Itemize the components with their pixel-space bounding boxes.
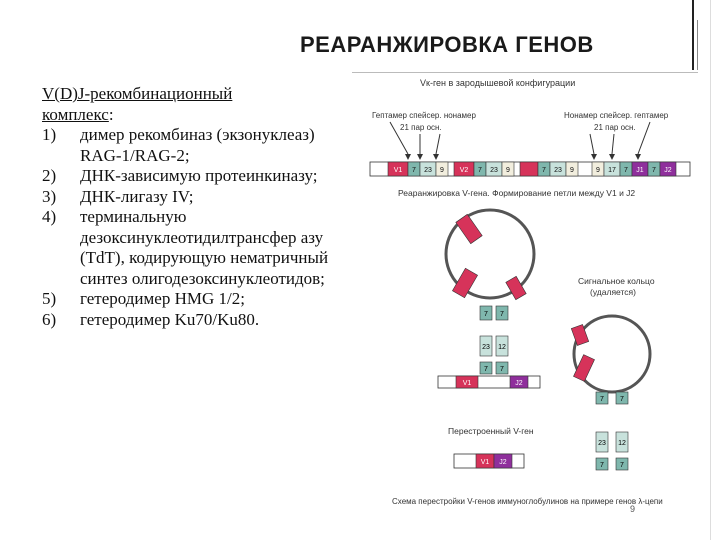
loop-stem-label: 7 <box>500 366 504 373</box>
germline-j1-label: J1 <box>636 167 644 174</box>
left-spacer-bp: 21 пар осн. <box>400 123 442 132</box>
text-block <box>42 84 342 330</box>
slide-title: РЕАРАНЖИРОВКА ГЕНОВ <box>300 32 594 57</box>
list-text: димер рекомбиназ (экзонуклеаз) RAG-1/RAG-2; <box>80 125 315 165</box>
ring-stem-label: 7 <box>600 462 604 469</box>
list-number: 1) <box>42 125 57 144</box>
loop-stem-label: 23 <box>482 344 490 351</box>
ring-stem-label: 23 <box>598 440 606 447</box>
germline-nonamer-label: 9 <box>506 167 510 174</box>
list-text: гетеродимер HMG 1/2; <box>80 289 245 308</box>
intro-colon: : <box>108 104 114 124</box>
germline-nonamer-label: 9 <box>570 167 574 174</box>
list-item <box>42 187 342 208</box>
list-text: ДНК-лигазу IV; <box>80 186 194 206</box>
loop-v-segment <box>456 214 482 243</box>
intro-line1: V(D)J-рекомбинационный <box>42 84 233 103</box>
ring-stem-label: 7 <box>600 396 604 403</box>
diagram-header: Vк-ген в зародышевой конфигурации <box>420 78 576 88</box>
loop-stem-label: 7 <box>484 366 488 373</box>
page-number: 9 <box>630 504 636 514</box>
loop-j-segment <box>506 276 526 299</box>
germline-heptamer-label: 7 <box>478 167 482 174</box>
signal-ring-note: (удаляется) <box>590 287 636 297</box>
rearranged-v-label: V1 <box>480 459 490 466</box>
diagram-top-rule <box>352 72 698 73</box>
list-number: 5) <box>42 289 57 308</box>
right-spacer-bp: 21 пар осн. <box>594 123 636 132</box>
decor-line <box>692 0 694 70</box>
ring-stem-label: 12 <box>618 440 626 447</box>
rearrangement-caption: Реаранжировка V-гена. Формирование петли между V1 и J2 <box>398 188 636 198</box>
list-item <box>42 125 342 166</box>
germline-spacer23-label: 23 <box>424 167 432 174</box>
list-item <box>42 207 342 289</box>
signal-ring-label: Сигнальное кольцо <box>578 276 655 286</box>
germline-heptamer-label: 7 <box>652 167 656 174</box>
ring-stem-label: 7 <box>620 462 624 469</box>
list-item <box>42 289 342 310</box>
coding-joint-bar <box>438 376 540 388</box>
germline-spacer23-label: 23 <box>554 167 562 174</box>
left-spacer-label: Гептамер спейсер. нонамер <box>372 111 476 120</box>
loop-stem-label: 7 <box>484 311 488 318</box>
list-text: терминальную дезоксинуклеотидилтрансфер азу (TdT), кодирующую нематричный синтез олигодезоксинуклеотидов; <box>80 207 329 288</box>
joint-j-label: J2 <box>515 380 523 387</box>
component-list <box>42 125 342 330</box>
rearranged-j-label: J2 <box>499 459 507 466</box>
intro <box>42 84 342 125</box>
list-number: 2) <box>42 166 57 185</box>
loop-stem-label: 7 <box>500 311 504 318</box>
list-item <box>42 310 342 331</box>
germline-spacer23-label: 23 <box>490 167 498 174</box>
germline-v-segment <box>520 162 538 176</box>
dna-loop <box>446 210 534 374</box>
right-spacer-label: Нонамер спейсер. гептамер <box>564 111 669 120</box>
signal-ring <box>571 316 650 470</box>
vgene-rearrangement-diagram <box>350 74 700 524</box>
spacer-arrowheads <box>405 154 641 160</box>
list-text: ДНК-зависимую протеинкиназу; <box>80 166 318 185</box>
joint-v-label: V1 <box>462 380 472 387</box>
loop-stem-label: 12 <box>498 344 506 351</box>
germline-dna-bar <box>370 162 690 176</box>
germline-v2-label: V2 <box>459 167 469 174</box>
diagram-caption: Схема перестройки V-генов иммуноглобулинов на примере генов λ-цепи <box>392 497 663 506</box>
list-number: 6) <box>42 309 57 329</box>
list-item <box>42 166 342 187</box>
list-number: 3) <box>42 186 57 206</box>
germline-spacer17-label: 17 <box>608 167 616 174</box>
ring-stem-label: 7 <box>620 396 624 403</box>
germline-v1-label: V1 <box>393 167 403 174</box>
decor-line-edge <box>710 0 711 540</box>
list-number: 4) <box>42 207 57 226</box>
decor-line-thin <box>697 20 698 70</box>
germline-heptamer-label: 7 <box>542 167 546 174</box>
germline-heptamer-label: 7 <box>624 167 628 174</box>
list-text: гетеродимер Ku70/Ku80. <box>80 309 260 329</box>
germline-j2-label: J2 <box>664 167 672 174</box>
germline-nonamer-label: 9 <box>596 167 600 174</box>
intro-line2: комплекс <box>42 104 109 124</box>
rearranged-label: Перестроенный V-ген <box>448 426 534 436</box>
germline-heptamer-label: 7 <box>412 167 416 174</box>
rearranged-gene-bar <box>454 454 524 468</box>
germline-nonamer-label: 9 <box>440 167 444 174</box>
